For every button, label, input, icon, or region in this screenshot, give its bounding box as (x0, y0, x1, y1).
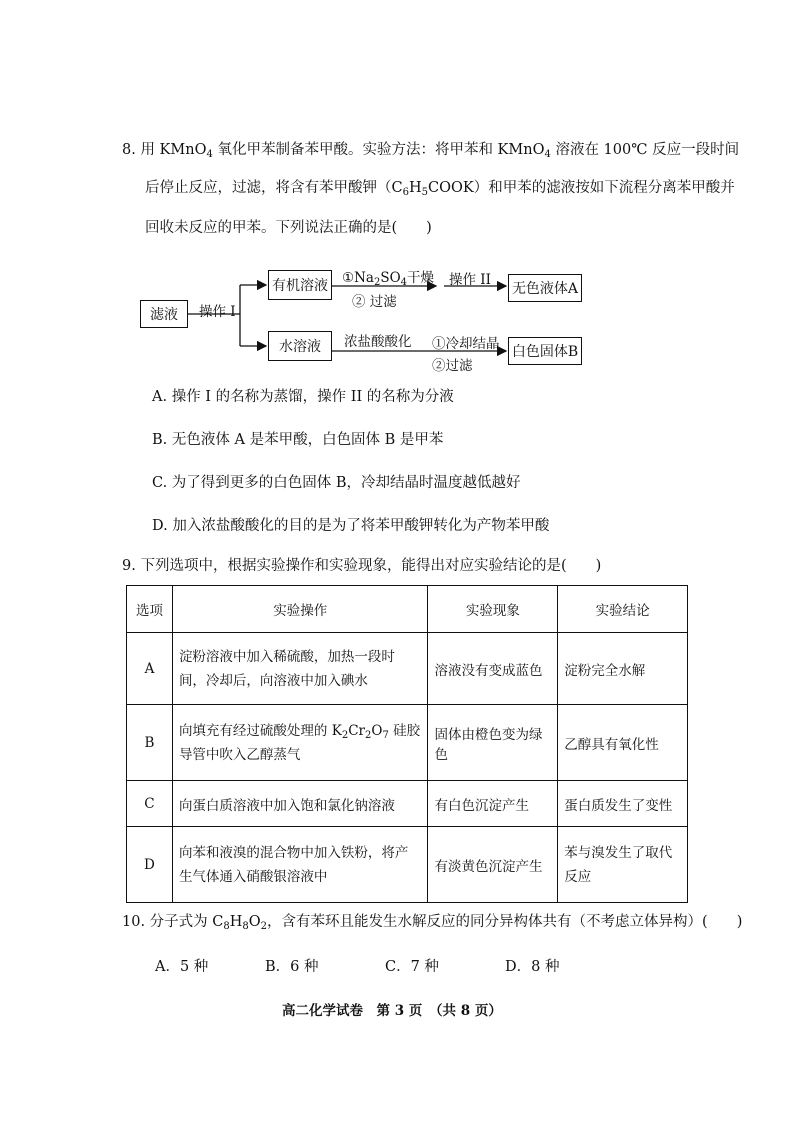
q10-option-c: C．7 种 (385, 959, 439, 975)
row-c-option: C (127, 781, 173, 827)
operation-1-label: 操作 I (199, 304, 236, 320)
q8-option-b: B. 无色液体 A 是苯甲酸，白色固体 B 是甲苯 (152, 432, 444, 448)
acidify-label: 浓盐酸酸化 (344, 334, 412, 350)
row-d-phenomenon: 有淡黄色沉淀产生 (428, 827, 558, 903)
q8-option-d: D. 加入浓盐酸酸化的目的是为了将苯甲酸钾转化为产物苯甲酸 (152, 518, 550, 534)
drying-label: $①Na_2SO_4$干燥 (342, 270, 435, 288)
q8-option-a: A. 操作 I 的名称为蒸馏，操作 II 的名称为分液 (152, 389, 454, 405)
table-row (127, 633, 688, 705)
page-footer: 高二化学试卷 第 3 页 （共 8 页） (282, 1003, 502, 1019)
row-b-operation: 向填充有经过硫酸处理的 $K_2Cr_2O_7$ 硅胶导管中吹入乙醇蒸气 (172, 705, 428, 781)
colorless-liquid-a-box: 无色液体A (508, 274, 582, 302)
filter-2-label: ②过滤 (432, 358, 473, 374)
q10-option-d: D．8 种 (505, 959, 560, 975)
table-header-row (127, 586, 688, 633)
q10-option-a: A．5 种 (155, 959, 209, 975)
row-c-phenomenon: 有白色沉淀产生 (428, 781, 558, 827)
header-operation: 实验操作 (172, 586, 428, 633)
q8-line-1: 8. 用 KMnO$_4$ 氧化甲苯制备苯甲酸。实验方法：将甲苯和 KMnO$_4$ 溶液在 100℃ 反应一段时间 (122, 142, 740, 160)
row-b-phenomenon: 固体由橙色变为绿色 (428, 705, 558, 781)
q9-stem: 9. 下列选项中，根据实验操作和实验现象，能得出对应实验结论的是( ) (122, 558, 602, 574)
row-d-operation: 向苯和液溴的混合物中加入铁粉，将产生气体通入硝酸银溶液中 (172, 827, 428, 903)
row-d-conclusion: 苯与溴发生了取代反应 (558, 827, 688, 903)
row-a-phenomenon: 溶液没有变成蓝色 (428, 633, 558, 705)
row-a-operation: 淀粉溶液中加入稀硫酸，加热一段时间，冷却后，向溶液中加入碘水 (172, 633, 428, 705)
aqueous-solution-box: 水溶液 (268, 331, 332, 361)
table-row (127, 827, 688, 903)
white-solid-b-box: 白色固体B (508, 337, 582, 365)
row-c-conclusion: 蛋白质发生了变性 (558, 781, 688, 827)
row-d-option: D (127, 827, 173, 903)
q8-option-c: C. 为了得到更多的白色固体 B，冷却结晶时温度越低越好 (152, 475, 521, 491)
operation-2-label: 操作 II (449, 272, 491, 288)
filtrate-box: 滤液 (140, 300, 188, 328)
q10-stem: 10. 分子式为 $C_8H_8O_2$，含有苯环且能发生水解反应的同分异构体共有（不考虑立体异构）( ) (122, 914, 743, 932)
row-a-conclusion: 淀粉完全水解 (558, 633, 688, 705)
row-c-operation: 向蛋白质溶液中加入饱和氯化钠溶液 (172, 781, 428, 827)
q8-line-3: 回收未反应的甲苯。下列说法正确的是( ) (145, 220, 432, 236)
row-b-option: B (127, 705, 173, 781)
q9-table (126, 585, 688, 903)
table-row (127, 705, 688, 781)
q10-option-b: B．6 种 (265, 959, 319, 975)
filter-1-label: ② 过滤 (352, 294, 397, 310)
q8-line-2: 后停止反应，过滤，将含有苯甲酸钾$(C_6H_5COOK)$和甲苯的滤液按如下流程分离苯甲酸并 (145, 180, 735, 198)
row-b-conclusion: 乙醇具有氧化性 (558, 705, 688, 781)
cool-crystallize-label: ①冷却结晶 (432, 336, 500, 352)
organic-solution-box: 有机溶液 (268, 270, 332, 300)
header-phenomenon: 实验现象 (428, 586, 558, 633)
table-row (127, 781, 688, 827)
header-conclusion: 实验结论 (558, 586, 688, 633)
row-a-option: A (127, 633, 173, 705)
header-option: 选项 (127, 586, 173, 633)
